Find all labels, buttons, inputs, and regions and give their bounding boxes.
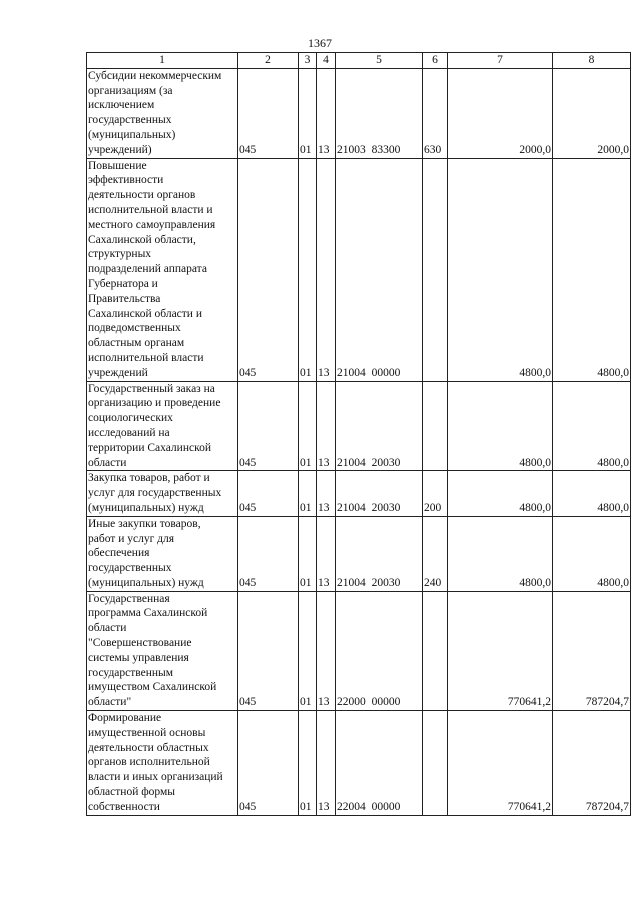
item-name-line: организациям (за bbox=[88, 84, 173, 97]
amount-year-2: 4800,0 bbox=[553, 471, 631, 516]
item-name-line: (муниципальных) нужд bbox=[88, 576, 204, 589]
ministry-code: 045 bbox=[238, 68, 299, 158]
item-name-line: областной формы bbox=[88, 786, 176, 799]
header-cell: 7 bbox=[448, 53, 553, 69]
subsection-code: 13 bbox=[317, 591, 336, 710]
item-name-line: организацию и проведение bbox=[88, 397, 221, 410]
table-row bbox=[87, 381, 631, 471]
table-row bbox=[87, 591, 631, 710]
budget-table bbox=[86, 52, 631, 816]
item-name-line: Государственный заказ на bbox=[88, 382, 215, 395]
item-name-line: деятельности органов bbox=[88, 189, 196, 202]
amount-year-2: 787204,7 bbox=[553, 591, 631, 710]
header-cell: 8 bbox=[553, 53, 631, 69]
amount-year-2: 4800,0 bbox=[553, 158, 631, 381]
section-code: 01 bbox=[299, 711, 317, 816]
page-number: 1367 bbox=[308, 36, 332, 50]
header-row bbox=[87, 53, 631, 69]
item-name-line: обеспечения bbox=[88, 547, 150, 560]
item-name-line: Губернатора и bbox=[88, 277, 158, 290]
item-name-line: деятельности областных bbox=[88, 741, 209, 754]
amount-year-2: 787204,7 bbox=[553, 711, 631, 816]
amount-year-1: 770641,2 bbox=[448, 711, 553, 816]
subsection-code: 13 bbox=[317, 68, 336, 158]
item-name-line: системы управления bbox=[88, 651, 189, 664]
expense-type-code bbox=[423, 711, 448, 816]
ministry-code: 045 bbox=[238, 711, 299, 816]
item-name-line: государственным bbox=[88, 666, 174, 679]
item-name bbox=[87, 591, 238, 710]
target-article-code: 21004 00000 bbox=[336, 158, 423, 381]
item-name bbox=[87, 381, 238, 471]
header-cell: 5 bbox=[336, 53, 423, 69]
subsection-code: 13 bbox=[317, 516, 336, 591]
header-cell: 3 bbox=[299, 53, 317, 69]
item-name-line: Сахалинской области, bbox=[88, 233, 196, 246]
item-name-line: государственных bbox=[88, 114, 172, 127]
item-name-line: местного самоуправления bbox=[88, 218, 216, 231]
target-article-code: 21004 20030 bbox=[336, 471, 423, 516]
amount-year-2: 4800,0 bbox=[553, 381, 631, 471]
section-code: 01 bbox=[299, 158, 317, 381]
table-row bbox=[87, 471, 631, 516]
item-name-line: имуществом Сахалинской bbox=[88, 681, 217, 694]
item-name-line: области" bbox=[88, 696, 132, 709]
amount-year-1: 770641,2 bbox=[448, 591, 553, 710]
item-name-line: собственности bbox=[88, 800, 160, 813]
section-code: 01 bbox=[299, 68, 317, 158]
item-name-line: услуг для государственных bbox=[88, 487, 222, 500]
item-name-line: эффективности bbox=[88, 174, 164, 187]
item-name-line: подразделений аппарата bbox=[88, 263, 207, 276]
item-name bbox=[87, 711, 238, 816]
item-name-line: Правительства bbox=[88, 292, 161, 305]
amount-year-1: 4800,0 bbox=[448, 471, 553, 516]
item-name-line: учреждений bbox=[88, 366, 148, 379]
item-name-line: имущественной основы bbox=[88, 726, 206, 739]
target-article-code: 21004 20030 bbox=[336, 381, 423, 471]
expense-type-code bbox=[423, 591, 448, 710]
item-name-line: исполнительной власти bbox=[88, 351, 204, 364]
subsection-code: 13 bbox=[317, 471, 336, 516]
ministry-code: 045 bbox=[238, 591, 299, 710]
amount-year-2: 4800,0 bbox=[553, 516, 631, 591]
table-row bbox=[87, 711, 631, 816]
item-name-line: "Совершенствование bbox=[88, 637, 192, 650]
amount-year-2: 2000,0 bbox=[553, 68, 631, 158]
header-cell: 1 bbox=[87, 53, 238, 69]
expense-type-code bbox=[423, 158, 448, 381]
item-name bbox=[87, 68, 238, 158]
expense-type-code bbox=[423, 381, 448, 471]
item-name-line: (муниципальных) bbox=[88, 128, 176, 141]
ministry-code: 045 bbox=[238, 158, 299, 381]
amount-year-1: 4800,0 bbox=[448, 381, 553, 471]
item-name-line: Закупка товаров, работ и bbox=[88, 472, 210, 485]
item-name-line: Субсидии некоммерческим bbox=[88, 69, 222, 82]
expense-type-code: 240 bbox=[423, 516, 448, 591]
subsection-code: 13 bbox=[317, 158, 336, 381]
section-code: 01 bbox=[299, 516, 317, 591]
item-name-line: (муниципальных) нужд bbox=[88, 501, 204, 514]
expense-type-code: 200 bbox=[423, 471, 448, 516]
item-name-line: социологических bbox=[88, 412, 173, 425]
item-name-line: исключением bbox=[88, 99, 155, 112]
item-name bbox=[87, 516, 238, 591]
ministry-code: 045 bbox=[238, 516, 299, 591]
item-name-line: Формирование bbox=[88, 712, 162, 725]
item-name bbox=[87, 158, 238, 381]
subsection-code: 13 bbox=[317, 711, 336, 816]
table-row bbox=[87, 516, 631, 591]
target-article-code: 22000 00000 bbox=[336, 591, 423, 710]
ministry-code: 045 bbox=[238, 471, 299, 516]
target-article-code: 22004 00000 bbox=[336, 711, 423, 816]
table-row bbox=[87, 68, 631, 158]
expense-type-code: 630 bbox=[423, 68, 448, 158]
item-name-line: программа Сахалинской bbox=[88, 607, 208, 620]
item-name-line: учреждений) bbox=[88, 143, 152, 156]
item-name-line: области bbox=[88, 456, 127, 469]
table-row bbox=[87, 158, 631, 381]
item-name-line: Государственная bbox=[88, 592, 170, 605]
item-name-line: органов исполнительной bbox=[88, 756, 210, 769]
item-name-line: государственных bbox=[88, 562, 172, 575]
subsection-code: 13 bbox=[317, 381, 336, 471]
item-name-line: области bbox=[88, 622, 127, 635]
ministry-code: 045 bbox=[238, 381, 299, 471]
item-name-line: территории Сахалинской bbox=[88, 441, 211, 454]
item-name-line: Повышение bbox=[88, 159, 147, 172]
item-name-line: исследований на bbox=[88, 426, 170, 439]
header-cell: 6 bbox=[423, 53, 448, 69]
section-code: 01 bbox=[299, 471, 317, 516]
section-code: 01 bbox=[299, 591, 317, 710]
item-name-line: исполнительной власти и bbox=[88, 203, 213, 216]
item-name-line: областным органам bbox=[88, 337, 185, 350]
item-name-line: работ и услуг для bbox=[88, 532, 175, 545]
target-article-code: 21004 20030 bbox=[336, 516, 423, 591]
amount-year-1: 4800,0 bbox=[448, 158, 553, 381]
section-code: 01 bbox=[299, 381, 317, 471]
item-name-line: структурных bbox=[88, 248, 152, 261]
table-header bbox=[87, 53, 631, 69]
item-name bbox=[87, 471, 238, 516]
amount-year-1: 4800,0 bbox=[448, 516, 553, 591]
table-body bbox=[87, 68, 631, 815]
header-cell: 4 bbox=[317, 53, 336, 69]
header-cell: 2 bbox=[238, 53, 299, 69]
target-article-code: 21003 83300 bbox=[336, 68, 423, 158]
item-name-line: Сахалинской области и bbox=[88, 307, 202, 320]
item-name-line: Иные закупки товаров, bbox=[88, 517, 201, 530]
amount-year-1: 2000,0 bbox=[448, 68, 553, 158]
item-name-line: подведомственных bbox=[88, 322, 181, 335]
item-name-line: власти и иных организаций bbox=[88, 771, 223, 784]
